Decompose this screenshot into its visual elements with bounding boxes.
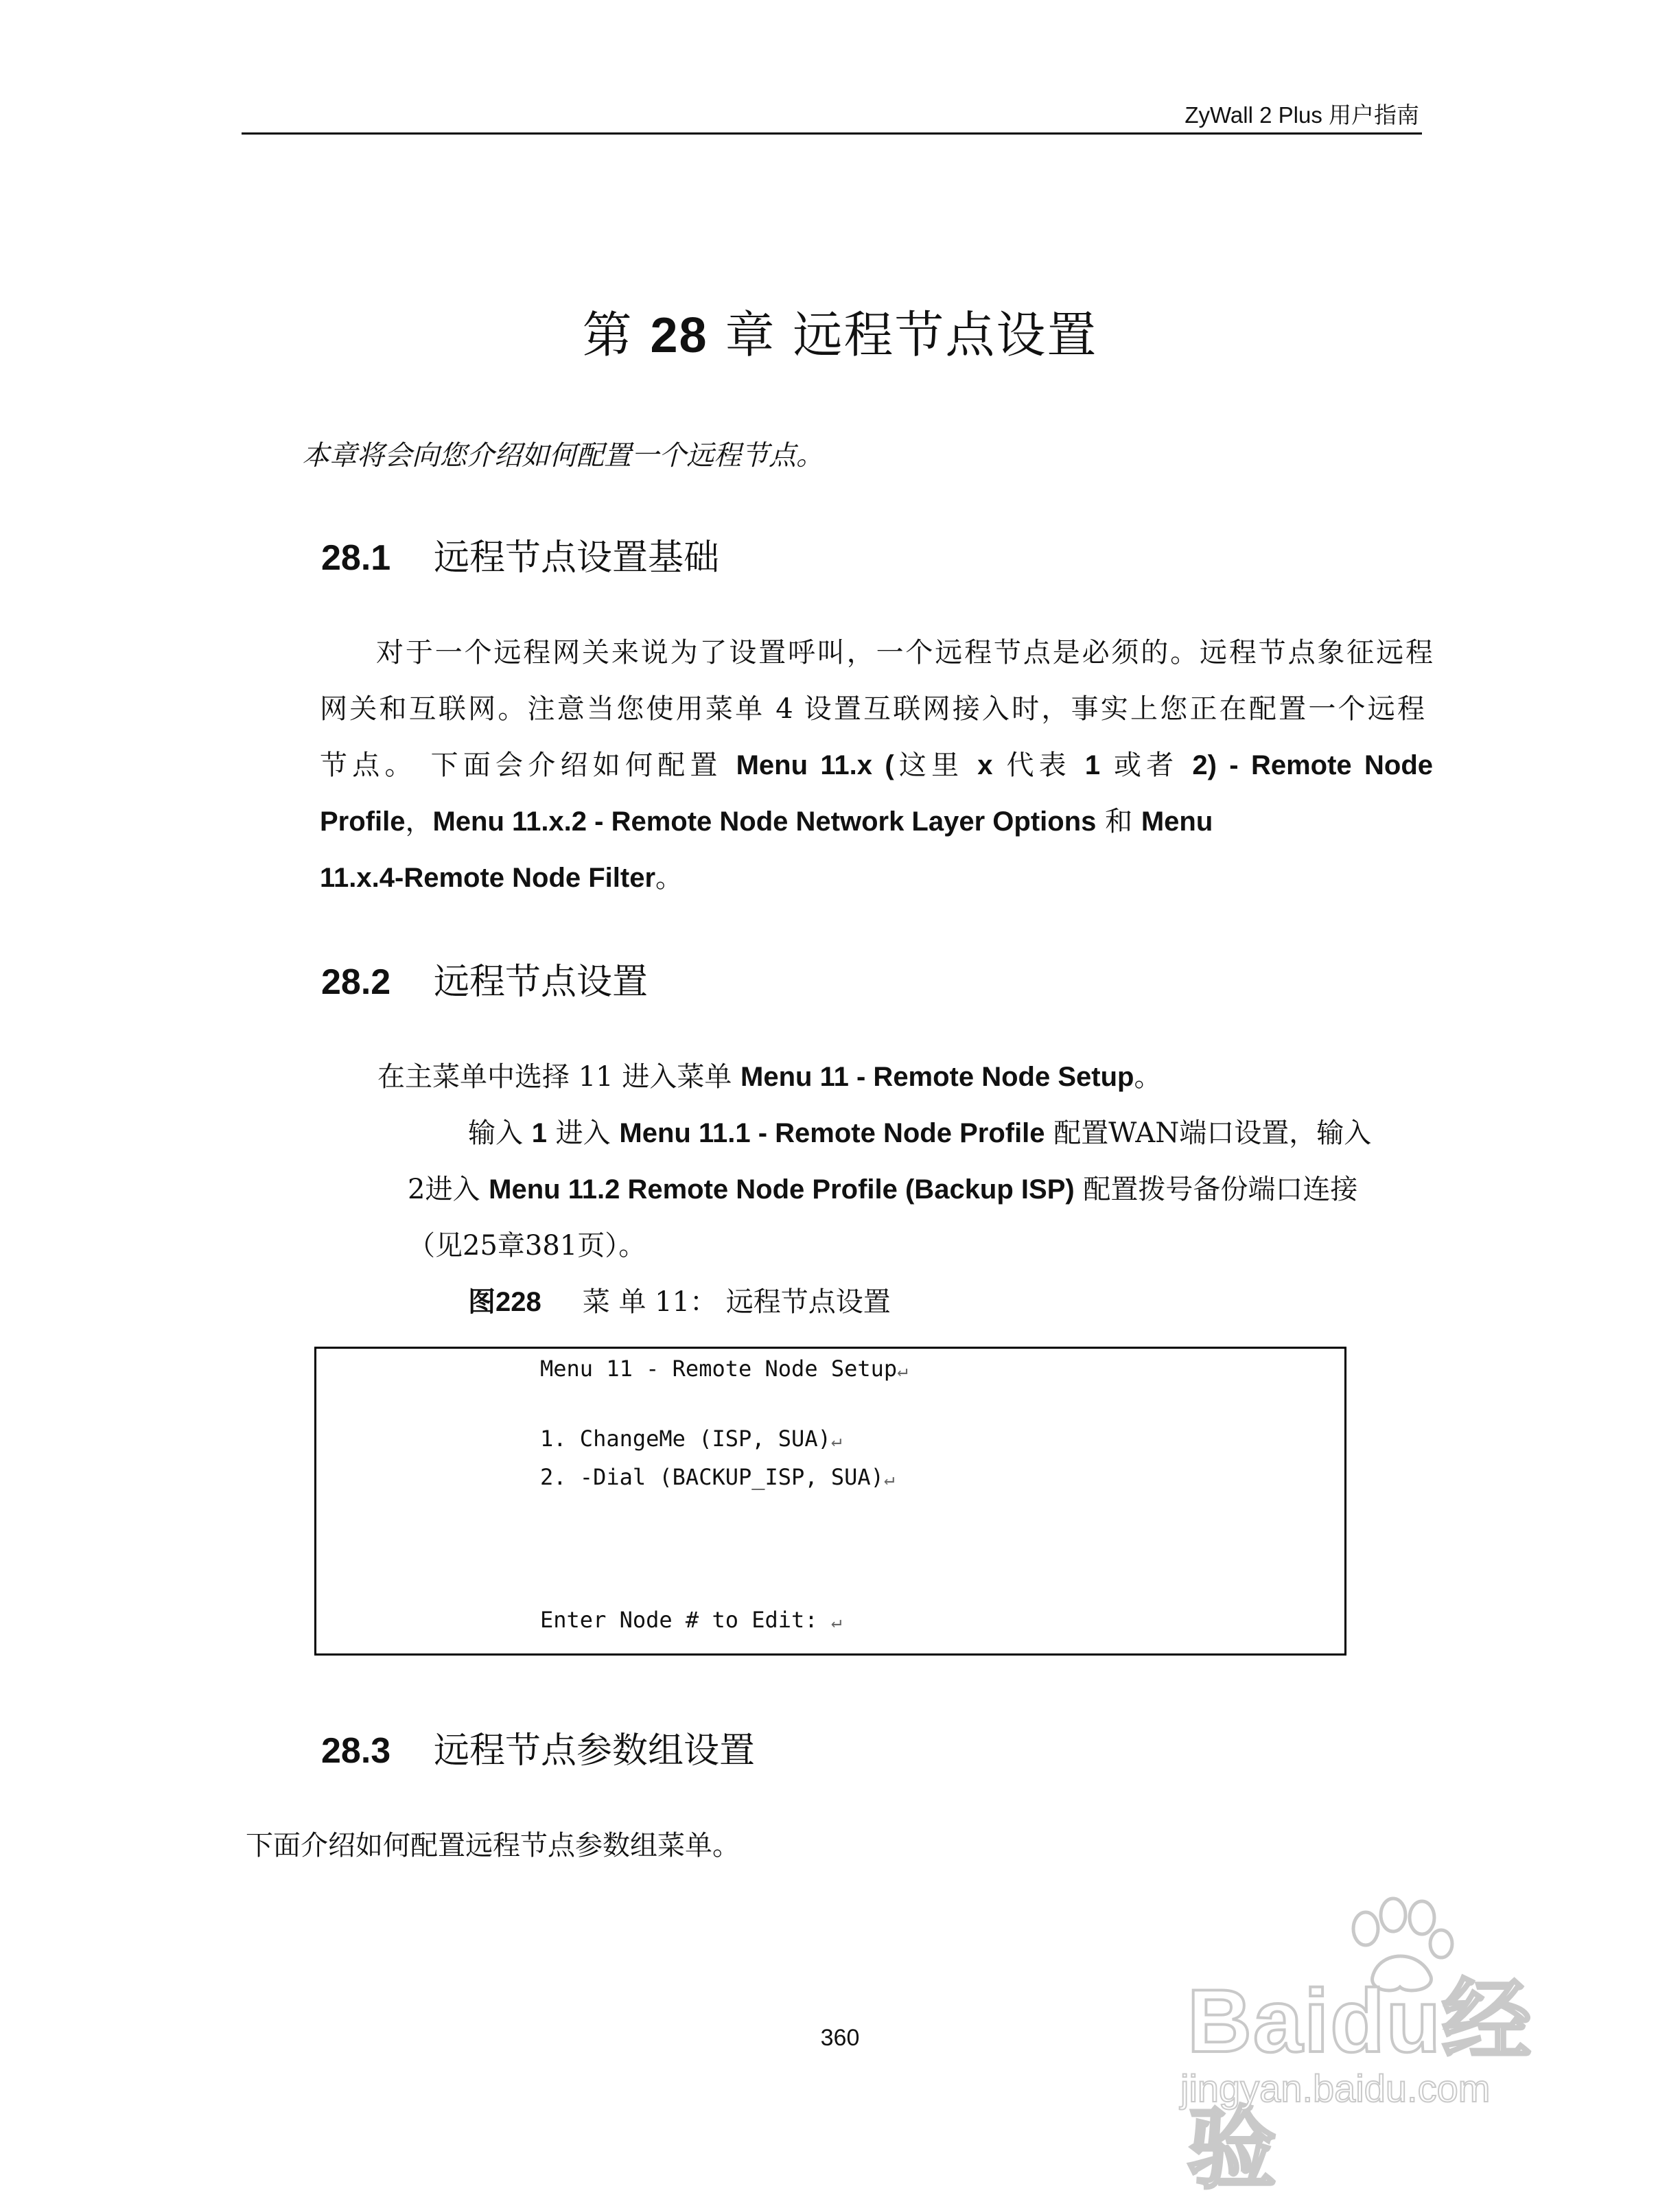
section-title: 远程节点设置 [434,962,649,1003]
section1-line3 [320,737,1433,793]
return-icon: ↵ [883,1469,895,1489]
figure-label: 图228 [468,1287,541,1317]
terminal-screen [314,1347,1346,1656]
terminal-item-1 [540,1426,842,1452]
header-rule [242,132,1422,135]
page-number: 360 [820,2025,860,2051]
text-run: 2进入 [408,1174,489,1205]
text-run: 配置WAN端口设置，输入 [1045,1117,1372,1149]
chapter-title-post: 章 远程节点设置 [708,306,1098,364]
text-run: 节点。 下面会介绍如何配置 [320,750,736,781]
section-heading-28-1 [321,529,719,580]
bold-run: x [977,750,993,780]
terminal-prompt [540,1607,842,1633]
return-icon: ↵ [830,1612,842,1632]
terminal-item-text: 1. ChangeMe (ISP, SUA) [540,1426,831,1452]
return-icon: ↵ [830,1430,842,1451]
section2-p1 [377,1049,1161,1105]
text-run: ， [405,806,433,837]
chapter-number: 28 [650,308,708,363]
section-number: 28.1 [321,538,391,578]
menu-ref: Menu 11 - Remote Node Setup [740,1062,1134,1092]
text-run: 或者 [1100,750,1193,781]
running-header: ZyWall 2 Plus 用户指南 [1185,102,1419,128]
menu-ref: Menu [1141,806,1213,837]
menu-ref: 11.x.4-Remote Node Filter [320,863,656,893]
section-number: 28.3 [321,1731,391,1771]
watermark-url: jingyan.baidu.com [1180,2067,1491,2110]
bold-run: 1 [1084,750,1101,780]
section2-p2 [468,1105,1371,1161]
text-run: 输入 [468,1117,532,1149]
terminal-prompt-text: Enter Node # to Edit: [540,1607,831,1633]
terminal-title [540,1356,908,1382]
section1-line5 [320,850,683,906]
section-number: 28.2 [321,962,391,1002]
text-run: 在主菜单中选择 11 进入菜单 [377,1061,741,1093]
text-run: 这里 [894,750,978,781]
menu-ref: Menu 11.1 - Remote Node Profile [619,1118,1045,1148]
text-run: 代表 [992,750,1085,781]
watermark-logo: Baidu经验 [1187,1971,1533,2199]
section-heading-28-2 [321,953,648,1004]
menu-ref: Menu 11.x.2 - Remote Node Network Layer Options [432,806,1097,837]
section2-p4: （见25章381页）。 [408,1230,646,1262]
section2-p3 [408,1161,1357,1218]
baidu-watermark [1167,1894,1578,2199]
menu-ref: Menu 11.x ( [736,750,894,780]
chapter-title-pre: 第 [582,306,651,364]
menu-ref: Profile [320,806,406,837]
menu-ref: 2) - Remote Node [1192,750,1434,780]
terminal-title-text: Menu 11 - Remote Node Setup [540,1356,898,1382]
section1-line1: 对于一个远程网关来说为了设置呼叫，一个远程节点是必须的。远程节点象征远程 [376,637,1433,669]
section1-line2: 网关和互联网。注意当您使用菜单 4 设置互联网接入时，事实上您正在配置一个远程 [320,693,1425,725]
text-run: 和 [1096,806,1141,837]
chapter-intro: 本章将会向您介绍如何配置一个远程节点。 [302,440,824,472]
figure-caption-text: 菜 单 11： 远程节点设置 [582,1286,891,1318]
figure-caption [468,1274,891,1330]
text-run: 。 [655,862,684,894]
section-title: 远程节点设置基础 [434,537,720,579]
menu-ref: Menu 11.2 Remote Node Profile (Backup ISP) [489,1174,1075,1205]
terminal-item-text: 2. -Dial (BACKUP_ISP, SUA) [540,1464,884,1490]
text-run: 。 [1134,1061,1162,1093]
section3-body: 下面介绍如何配置远程节点参数组菜单。 [246,1830,740,1861]
text-run: 进入 [546,1117,620,1149]
return-icon: ↵ [897,1360,908,1381]
bold-run: 1 [531,1118,547,1148]
section1-line4 [320,793,1213,850]
section-title: 远程节点参数组设置 [434,1730,756,1772]
terminal-item-2 [540,1464,895,1490]
chapter-title [0,295,1680,367]
section-heading-28-3 [321,1721,755,1773]
text-run: 配置拨号备份端口连接 [1074,1174,1358,1205]
